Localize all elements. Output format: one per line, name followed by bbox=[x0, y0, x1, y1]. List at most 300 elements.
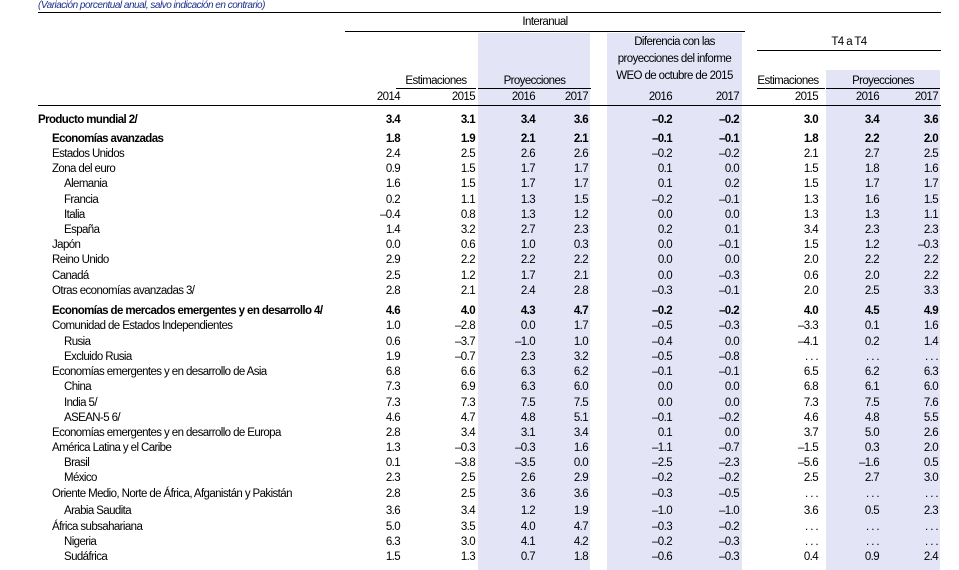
row-label: Reino Unido bbox=[52, 254, 109, 266]
cell-value: 0.2 bbox=[724, 178, 739, 190]
cell-value: 2.1 bbox=[520, 133, 535, 145]
table-row bbox=[0, 270, 959, 285]
table-row bbox=[0, 381, 959, 396]
cell-value: 2.5 bbox=[460, 472, 475, 484]
header-year: 2016 bbox=[511, 91, 535, 103]
cell-value: 0.3 bbox=[864, 442, 879, 454]
cell-value: –0.2 bbox=[652, 114, 672, 126]
cell-value: 4.7 bbox=[460, 412, 475, 424]
cell-value: . . . bbox=[866, 536, 879, 548]
row-label: Italia bbox=[64, 209, 85, 221]
cell-value: 1.5 bbox=[460, 163, 475, 175]
table-row bbox=[0, 336, 959, 351]
cell-value: 0.4 bbox=[803, 551, 818, 563]
cell-value: –0.1 bbox=[652, 366, 672, 378]
cell-value: 0.0 bbox=[657, 397, 672, 409]
cell-value: . . . bbox=[925, 536, 938, 548]
cell-value: –0.2 bbox=[652, 472, 672, 484]
cell-value: –0.2 bbox=[652, 305, 672, 317]
cell-value: 2.3 bbox=[864, 224, 879, 236]
table-row bbox=[0, 397, 959, 412]
cell-value: 4.6 bbox=[385, 412, 400, 424]
cell-value: 2.4 bbox=[923, 551, 938, 563]
cell-value: 1.6 bbox=[923, 320, 938, 332]
table-row bbox=[0, 133, 959, 148]
header-proyecciones: Proyecciones bbox=[503, 75, 566, 87]
cell-value: 0.2 bbox=[864, 336, 879, 348]
cell-value: 4.1 bbox=[520, 536, 535, 548]
cell-value: 3.3 bbox=[923, 285, 938, 297]
table-row bbox=[0, 366, 959, 381]
cell-value: 4.7 bbox=[573, 521, 588, 533]
row-label: Economías avanzadas bbox=[52, 133, 164, 145]
cell-value: 1.5 bbox=[460, 178, 475, 190]
cell-value: 6.3 bbox=[520, 381, 535, 393]
cell-value: –2.3 bbox=[719, 457, 739, 469]
cell-value: 0.5 bbox=[864, 505, 879, 517]
cell-value: 2.5 bbox=[864, 285, 879, 297]
header-year: 2015 bbox=[794, 91, 818, 103]
cell-value: 7.3 bbox=[460, 397, 475, 409]
table-row bbox=[0, 472, 959, 487]
cell-value: 0.0 bbox=[657, 270, 672, 282]
cell-value: 2.6 bbox=[520, 472, 535, 484]
cell-value: 2.9 bbox=[385, 254, 400, 266]
cell-value: 0.6 bbox=[803, 270, 818, 282]
row-label: Canadá bbox=[52, 270, 89, 282]
cell-value: 1.8 bbox=[803, 133, 818, 145]
cell-value: –2.5 bbox=[652, 457, 672, 469]
cell-value: 0.9 bbox=[864, 551, 879, 563]
row-label: Nigeria bbox=[64, 536, 97, 548]
cell-value: . . . bbox=[805, 488, 818, 500]
cell-value: 4.5 bbox=[864, 305, 879, 317]
cell-value: 7.5 bbox=[520, 397, 535, 409]
cell-value: 3.1 bbox=[520, 427, 535, 439]
row-label: Economías de mercados emergentes y en desarrollo 4/ bbox=[52, 305, 323, 317]
cell-value: –0.2 bbox=[719, 114, 739, 126]
cell-value: 1.0 bbox=[385, 320, 400, 332]
cell-value: 0.0 bbox=[385, 239, 400, 251]
rule-t4 bbox=[757, 50, 941, 51]
cell-value: –0.5 bbox=[652, 351, 672, 363]
cell-value: 6.3 bbox=[520, 366, 535, 378]
cell-value: 1.7 bbox=[520, 270, 535, 282]
cell-value: –0.2 bbox=[652, 536, 672, 548]
cell-value: –3.7 bbox=[455, 336, 475, 348]
header-year: 2016 bbox=[855, 91, 879, 103]
table-row bbox=[0, 351, 959, 366]
cell-value: 1.6 bbox=[573, 442, 588, 454]
cell-value: 3.6 bbox=[385, 505, 400, 517]
cell-value: –2.8 bbox=[455, 320, 475, 332]
header-year: 2017 bbox=[564, 91, 588, 103]
cell-value: 2.1 bbox=[460, 285, 475, 297]
row-label: México bbox=[64, 472, 97, 484]
cell-value: 0.0 bbox=[724, 336, 739, 348]
cell-value: 2.5 bbox=[460, 148, 475, 160]
cell-value: 7.3 bbox=[803, 397, 818, 409]
cell-value: 3.4 bbox=[460, 427, 475, 439]
cell-value: 2.7 bbox=[864, 472, 879, 484]
cell-value: . . . bbox=[805, 351, 818, 363]
cell-value: 1.3 bbox=[460, 551, 475, 563]
cell-value: 7.5 bbox=[864, 397, 879, 409]
cell-value: 1.9 bbox=[385, 351, 400, 363]
table-row bbox=[0, 224, 959, 239]
cell-value: 0.5 bbox=[923, 457, 938, 469]
cell-value: 3.6 bbox=[520, 488, 535, 500]
cell-value: –0.2 bbox=[719, 521, 739, 533]
cell-value: –3.3 bbox=[798, 320, 818, 332]
cell-value: 1.9 bbox=[460, 133, 475, 145]
cell-value: 2.6 bbox=[923, 427, 938, 439]
cell-value: 1.3 bbox=[864, 209, 879, 221]
cell-value: –0.3 bbox=[918, 239, 938, 251]
cell-value: 2.5 bbox=[460, 488, 475, 500]
cell-value: 7.5 bbox=[573, 397, 588, 409]
cell-value: –3.8 bbox=[455, 457, 475, 469]
row-label: Comunidad de Estados Independientes bbox=[52, 320, 233, 332]
cell-value: –0.5 bbox=[719, 488, 739, 500]
cell-value: 2.0 bbox=[923, 442, 938, 454]
cell-value: 2.2 bbox=[573, 254, 588, 266]
cell-value: 1.4 bbox=[385, 224, 400, 236]
cell-value: 1.7 bbox=[923, 178, 938, 190]
cell-value: 4.3 bbox=[520, 305, 535, 317]
cell-value: 4.7 bbox=[573, 305, 588, 317]
cell-value: 5.1 bbox=[573, 412, 588, 424]
cell-value: –1.1 bbox=[652, 442, 672, 454]
row-label: Estados Unidos bbox=[52, 148, 125, 160]
cell-value: 0.0 bbox=[724, 397, 739, 409]
table-row bbox=[0, 505, 959, 520]
cell-value: –3.5 bbox=[515, 457, 535, 469]
cell-value: 1.5 bbox=[923, 194, 938, 206]
cell-value: 1.0 bbox=[520, 239, 535, 251]
cell-value: 2.0 bbox=[864, 270, 879, 282]
cell-value: 3.1 bbox=[460, 114, 475, 126]
cell-value: 1.3 bbox=[803, 194, 818, 206]
cell-value: –0.3 bbox=[719, 270, 739, 282]
cell-value: 1.7 bbox=[520, 178, 535, 190]
table-row bbox=[0, 427, 959, 442]
cell-value: 2.5 bbox=[803, 472, 818, 484]
cell-value: 1.3 bbox=[803, 209, 818, 221]
header-t4-proyecciones: Proyecciones bbox=[852, 75, 914, 87]
header-year: 2016 bbox=[648, 91, 672, 103]
row-label: Oriente Medio, Norte de África, Afganistán y Pakistán bbox=[52, 488, 292, 500]
cell-value: –0.1 bbox=[719, 366, 739, 378]
cell-value: –0.1 bbox=[719, 194, 739, 206]
cell-value: 0.1 bbox=[657, 427, 672, 439]
cell-value: 3.6 bbox=[573, 488, 588, 500]
cell-value: –0.3 bbox=[652, 488, 672, 500]
cell-value: 3.4 bbox=[573, 427, 588, 439]
cell-value: 6.1 bbox=[864, 381, 879, 393]
cell-value: 1.6 bbox=[864, 194, 879, 206]
cell-value: 1.1 bbox=[923, 209, 938, 221]
rule-header-bottom bbox=[38, 105, 941, 106]
cell-value: 0.0 bbox=[724, 209, 739, 221]
row-label: Economías emergentes y en desarrollo de Asia bbox=[52, 366, 267, 378]
cell-value: –0.3 bbox=[652, 521, 672, 533]
cell-value: –0.2 bbox=[719, 412, 739, 424]
cell-value: 2.0 bbox=[923, 133, 938, 145]
cell-value: 0.0 bbox=[520, 320, 535, 332]
table-row bbox=[0, 457, 959, 472]
cell-value: –0.1 bbox=[719, 133, 739, 145]
row-label: Zona del euro bbox=[52, 163, 116, 175]
table-row bbox=[0, 148, 959, 163]
row-label: España bbox=[64, 224, 100, 236]
cell-value: 4.0 bbox=[460, 305, 475, 317]
table-row bbox=[0, 209, 959, 224]
table-row bbox=[0, 551, 959, 566]
cell-value: 5.5 bbox=[923, 412, 938, 424]
cell-value: 3.4 bbox=[864, 114, 879, 126]
cell-value: 1.5 bbox=[803, 178, 818, 190]
header-year: 2014 bbox=[376, 91, 400, 103]
table-row bbox=[0, 194, 959, 209]
cell-value: 3.6 bbox=[803, 505, 818, 517]
cell-value: –0.7 bbox=[719, 442, 739, 454]
cell-value: 1.8 bbox=[864, 163, 879, 175]
cell-value: –0.6 bbox=[652, 551, 672, 563]
cell-value: –0.4 bbox=[380, 209, 400, 221]
cell-value: 2.3 bbox=[573, 224, 588, 236]
cell-value: 0.2 bbox=[385, 194, 400, 206]
cell-value: 3.0 bbox=[803, 114, 818, 126]
cell-value: 2.7 bbox=[520, 224, 535, 236]
cell-value: 0.2 bbox=[657, 224, 672, 236]
cell-value: 1.7 bbox=[573, 178, 588, 190]
cell-value: 3.0 bbox=[460, 536, 475, 548]
cell-value: 3.4 bbox=[385, 114, 400, 126]
rule-estimaciones bbox=[396, 88, 476, 89]
cell-value: –0.5 bbox=[652, 320, 672, 332]
cell-value: 2.5 bbox=[923, 148, 938, 160]
cell-value: 2.3 bbox=[520, 351, 535, 363]
row-label: Producto mundial 2/ bbox=[38, 114, 138, 126]
cell-value: 1.3 bbox=[520, 194, 535, 206]
cell-value: 1.5 bbox=[385, 551, 400, 563]
cell-value: 3.6 bbox=[923, 114, 938, 126]
table-row bbox=[0, 442, 959, 457]
cell-value: –1.0 bbox=[515, 336, 535, 348]
cell-value: 2.1 bbox=[803, 148, 818, 160]
cell-value: 2.2 bbox=[460, 254, 475, 266]
row-label: América Latina y el Caribe bbox=[52, 442, 172, 454]
cell-value: 2.1 bbox=[573, 133, 588, 145]
row-label: Alemania bbox=[64, 178, 108, 190]
cell-value: –0.2 bbox=[719, 472, 739, 484]
cell-value: 4.8 bbox=[864, 412, 879, 424]
cell-value: 1.2 bbox=[864, 239, 879, 251]
cell-value: –0.8 bbox=[719, 351, 739, 363]
row-label: Arabia Saudita bbox=[64, 505, 132, 517]
cell-value: 6.0 bbox=[573, 381, 588, 393]
cell-value: 2.8 bbox=[573, 285, 588, 297]
cell-value: 1.6 bbox=[923, 163, 938, 175]
cell-value: 2.3 bbox=[923, 505, 938, 517]
cell-value: 1.1 bbox=[460, 194, 475, 206]
cell-value: 4.0 bbox=[803, 305, 818, 317]
table-row bbox=[0, 285, 959, 300]
cell-value: 1.5 bbox=[573, 194, 588, 206]
cell-value: –1.0 bbox=[652, 505, 672, 517]
cell-value: 0.0 bbox=[657, 254, 672, 266]
cell-value: 7.3 bbox=[385, 381, 400, 393]
cell-value: –0.1 bbox=[719, 239, 739, 251]
cell-value: 0.8 bbox=[460, 209, 475, 221]
cell-value: –0.3 bbox=[455, 442, 475, 454]
cell-value: –0.1 bbox=[652, 133, 672, 145]
cell-value: –0.3 bbox=[719, 320, 739, 332]
cell-value: –1.6 bbox=[859, 457, 879, 469]
table-row bbox=[0, 163, 959, 178]
cell-value: –1.0 bbox=[719, 505, 739, 517]
cell-value: 6.0 bbox=[923, 381, 938, 393]
table-subtitle: (Variación porcentual anual, salvo indicación en contrario) bbox=[38, 0, 265, 11]
header-estimaciones: Estimaciones bbox=[405, 75, 467, 87]
cell-value: . . . bbox=[805, 521, 818, 533]
cell-value: 4.2 bbox=[573, 536, 588, 548]
cell-value: . . . bbox=[925, 521, 938, 533]
row-label: Excluido Rusia bbox=[64, 351, 132, 363]
cell-value: 1.8 bbox=[573, 551, 588, 563]
cell-value: 2.8 bbox=[385, 427, 400, 439]
cell-value: 7.6 bbox=[923, 397, 938, 409]
rule-proyecciones bbox=[478, 88, 591, 89]
cell-value: 2.2 bbox=[864, 254, 879, 266]
cell-value: 2.2 bbox=[923, 254, 938, 266]
table-row bbox=[0, 239, 959, 254]
table-row bbox=[0, 412, 959, 427]
row-label: África subsahariana bbox=[52, 521, 143, 533]
cell-value: . . . bbox=[866, 351, 879, 363]
table-row bbox=[0, 488, 959, 503]
cell-value: 2.6 bbox=[520, 148, 535, 160]
header-interanual: Interanual bbox=[522, 16, 568, 28]
table-row bbox=[0, 521, 959, 536]
cell-value: 2.8 bbox=[385, 285, 400, 297]
cell-value: –0.3 bbox=[719, 551, 739, 563]
cell-value: 2.0 bbox=[803, 254, 818, 266]
cell-value: 0.0 bbox=[724, 381, 739, 393]
cell-value: 1.5 bbox=[803, 239, 818, 251]
cell-value: 4.9 bbox=[923, 305, 938, 317]
cell-value: 2.5 bbox=[385, 270, 400, 282]
cell-value: –0.4 bbox=[652, 336, 672, 348]
cell-value: 1.7 bbox=[573, 163, 588, 175]
cell-value: 3.4 bbox=[803, 224, 818, 236]
top-rule bbox=[38, 12, 941, 13]
cell-value: 0.0 bbox=[724, 254, 739, 266]
cell-value: 1.7 bbox=[573, 320, 588, 332]
header-diferencia-line3: WEO de octubre de 2015 bbox=[616, 70, 733, 82]
table-row bbox=[0, 178, 959, 193]
cell-value: . . . bbox=[925, 488, 938, 500]
header-diferencia-line1: Diferencia con las bbox=[634, 36, 715, 48]
cell-value: 3.2 bbox=[460, 224, 475, 236]
cell-value: 2.6 bbox=[573, 148, 588, 160]
cell-value: 1.9 bbox=[573, 505, 588, 517]
cell-value: 4.6 bbox=[803, 412, 818, 424]
cell-value: 2.1 bbox=[573, 270, 588, 282]
cell-value: 1.2 bbox=[520, 505, 535, 517]
table-row bbox=[0, 536, 959, 551]
cell-value: . . . bbox=[925, 351, 938, 363]
cell-value: –0.7 bbox=[455, 351, 475, 363]
cell-value: –0.2 bbox=[652, 194, 672, 206]
table-row bbox=[0, 114, 959, 129]
row-label: India 5/ bbox=[64, 397, 97, 409]
cell-value: 3.5 bbox=[460, 521, 475, 533]
cell-value: . . . bbox=[805, 536, 818, 548]
cell-value: 2.4 bbox=[520, 285, 535, 297]
cell-value: 1.3 bbox=[520, 209, 535, 221]
cell-value: 2.9 bbox=[573, 472, 588, 484]
cell-value: 6.9 bbox=[460, 381, 475, 393]
row-label: Rusia bbox=[64, 336, 91, 348]
cell-value: –0.2 bbox=[719, 148, 739, 160]
cell-value: 2.2 bbox=[864, 133, 879, 145]
cell-value: 2.2 bbox=[520, 254, 535, 266]
cell-value: 1.3 bbox=[385, 442, 400, 454]
row-label: Sudáfrica bbox=[64, 551, 108, 563]
cell-value: 3.4 bbox=[520, 114, 535, 126]
cell-value: 1.4 bbox=[923, 336, 938, 348]
header-year: 2017 bbox=[715, 91, 739, 103]
cell-value: 6.2 bbox=[573, 366, 588, 378]
cell-value: . . . bbox=[866, 488, 879, 500]
cell-value: –0.3 bbox=[515, 442, 535, 454]
cell-value: 1.7 bbox=[864, 178, 879, 190]
header-year: 2017 bbox=[914, 91, 938, 103]
header-year: 2015 bbox=[451, 91, 475, 103]
cell-value: 3.6 bbox=[573, 114, 588, 126]
cell-value: 0.0 bbox=[724, 427, 739, 439]
cell-value: 0.1 bbox=[385, 457, 400, 469]
cell-value: 7.3 bbox=[385, 397, 400, 409]
cell-value: –0.1 bbox=[719, 285, 739, 297]
cell-value: –0.3 bbox=[652, 285, 672, 297]
cell-value: 5.0 bbox=[864, 427, 879, 439]
row-label: China bbox=[64, 381, 92, 393]
cell-value: 2.7 bbox=[864, 148, 879, 160]
rule-t4-estimaciones bbox=[757, 88, 825, 89]
cell-value: 0.6 bbox=[460, 239, 475, 251]
cell-value: –5.6 bbox=[798, 457, 818, 469]
cell-value: 0.0 bbox=[657, 381, 672, 393]
rule-t4-proyecciones bbox=[826, 88, 940, 89]
cell-value: 3.7 bbox=[803, 427, 818, 439]
cell-value: 1.0 bbox=[573, 336, 588, 348]
cell-value: 2.3 bbox=[385, 472, 400, 484]
cell-value: 6.6 bbox=[460, 366, 475, 378]
cell-value: 6.5 bbox=[803, 366, 818, 378]
cell-value: 3.0 bbox=[923, 472, 938, 484]
cell-value: 2.8 bbox=[385, 488, 400, 500]
cell-value: 0.9 bbox=[385, 163, 400, 175]
cell-value: 0.1 bbox=[864, 320, 879, 332]
cell-value: 5.0 bbox=[385, 521, 400, 533]
cell-value: 0.0 bbox=[657, 209, 672, 221]
cell-value: 0.1 bbox=[724, 224, 739, 236]
table-row bbox=[0, 254, 959, 269]
cell-value: 1.2 bbox=[573, 209, 588, 221]
